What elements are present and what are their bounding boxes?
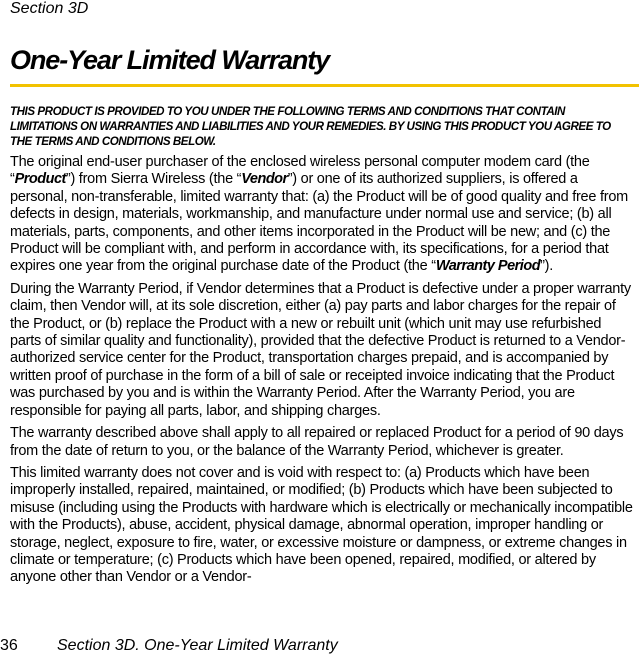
page-number: 36	[0, 637, 18, 654]
paragraph-repaired-product: The warranty described above shall apply to all repaired or replaced Product for a period of 90 days from the date of return to you, or the balance of the Warranty Period, whichever is greater.	[10, 425, 624, 459]
paragraph-text: ”) from Sierra Wireless (the “	[65, 171, 242, 188]
term-product: Product	[14, 171, 66, 188]
term-vendor: Vendor	[241, 171, 288, 188]
paragraph-warranty-terms	[10, 154, 635, 276]
footer-section-title: Section 3D. One-Year Limited Warranty	[57, 637, 338, 654]
paragraph-text: ”) or one of its authorized suppliers, is offered a personal, non-transferable, limited warranty that: (a) the Product will be of good quality and free from defects in design, materials, workmanship, and manufacture under normal use and service; (b) all materials, parts, components, and other items incorporated in the Product will be new; and (c) the Product will be compliant with, and perform in accordance with, its specifications, for a period that expires one year from the original purchase date of the Product (the “	[10, 171, 628, 275]
section-label: Section 3D	[10, 0, 89, 17]
term-warranty-period: Warranty Period	[435, 258, 541, 275]
page-title: One-Year Limited Warranty	[10, 45, 330, 75]
title-rule	[10, 84, 639, 87]
page-footer	[0, 636, 338, 655]
paragraph-defect-remedy: During the Warranty Period, if Vendor determines that a Product is defective under a proper warranty claim, then Vendor will, at its sole discretion, either (a) pay parts and labor charges for the repair of the Product, or (b) replace the Product with a new or rebuilt unit (which unit may use refurbished parts of similar quality and functionality), provided that the defective Product is returned to a Vendor-authorized service center for the Product, transportation charges prepaid, and is accompanied by written proof of purchase in the form of a bill of sale or receipted invoice indicating that the Product was purchased by you and is within the Warranty Period. After the Warranty Period, you are responsible for paying all parts, labor, and shipping charges.	[10, 280, 631, 419]
paragraph-text: ”).	[540, 258, 553, 275]
paragraph-exclusions: This limited warranty does not cover and is void with respect to: (a) Products which have been improperly installed, repaired, maintained, or modified; (b) Products which have been subjected to misuse (including using the Products with hardware which is electrically or mechanically incompatible with the Products), abuse, accident, physical damage, abnormal operation, improper handling or storage, neglect, exposure to fire, water, or excessive moisture or dampness, or extreme changes in climate or temperature; (c) Products which have been opened, repaired, modified, or altered by anyone other than Vendor or a Vendor-	[10, 464, 633, 586]
paragraph-text: The original end-user purchaser of the enclosed wireless personal computer modem card (the “	[10, 154, 590, 188]
intro-caps-paragraph: THIS PRODUCT IS PROVIDED TO YOU UNDER THE FOLLOWING TERMS AND CONDITIONS THAT CONTAIN LIMITATIONS ON WARRANTIES AND LIABILITIES AND YOUR REMEDIES. BY USING THIS PRODUCT YOU AGREE TO THE TERMS AND CONDITIONS BELOW.	[10, 105, 611, 148]
warranty-body	[10, 104, 635, 587]
